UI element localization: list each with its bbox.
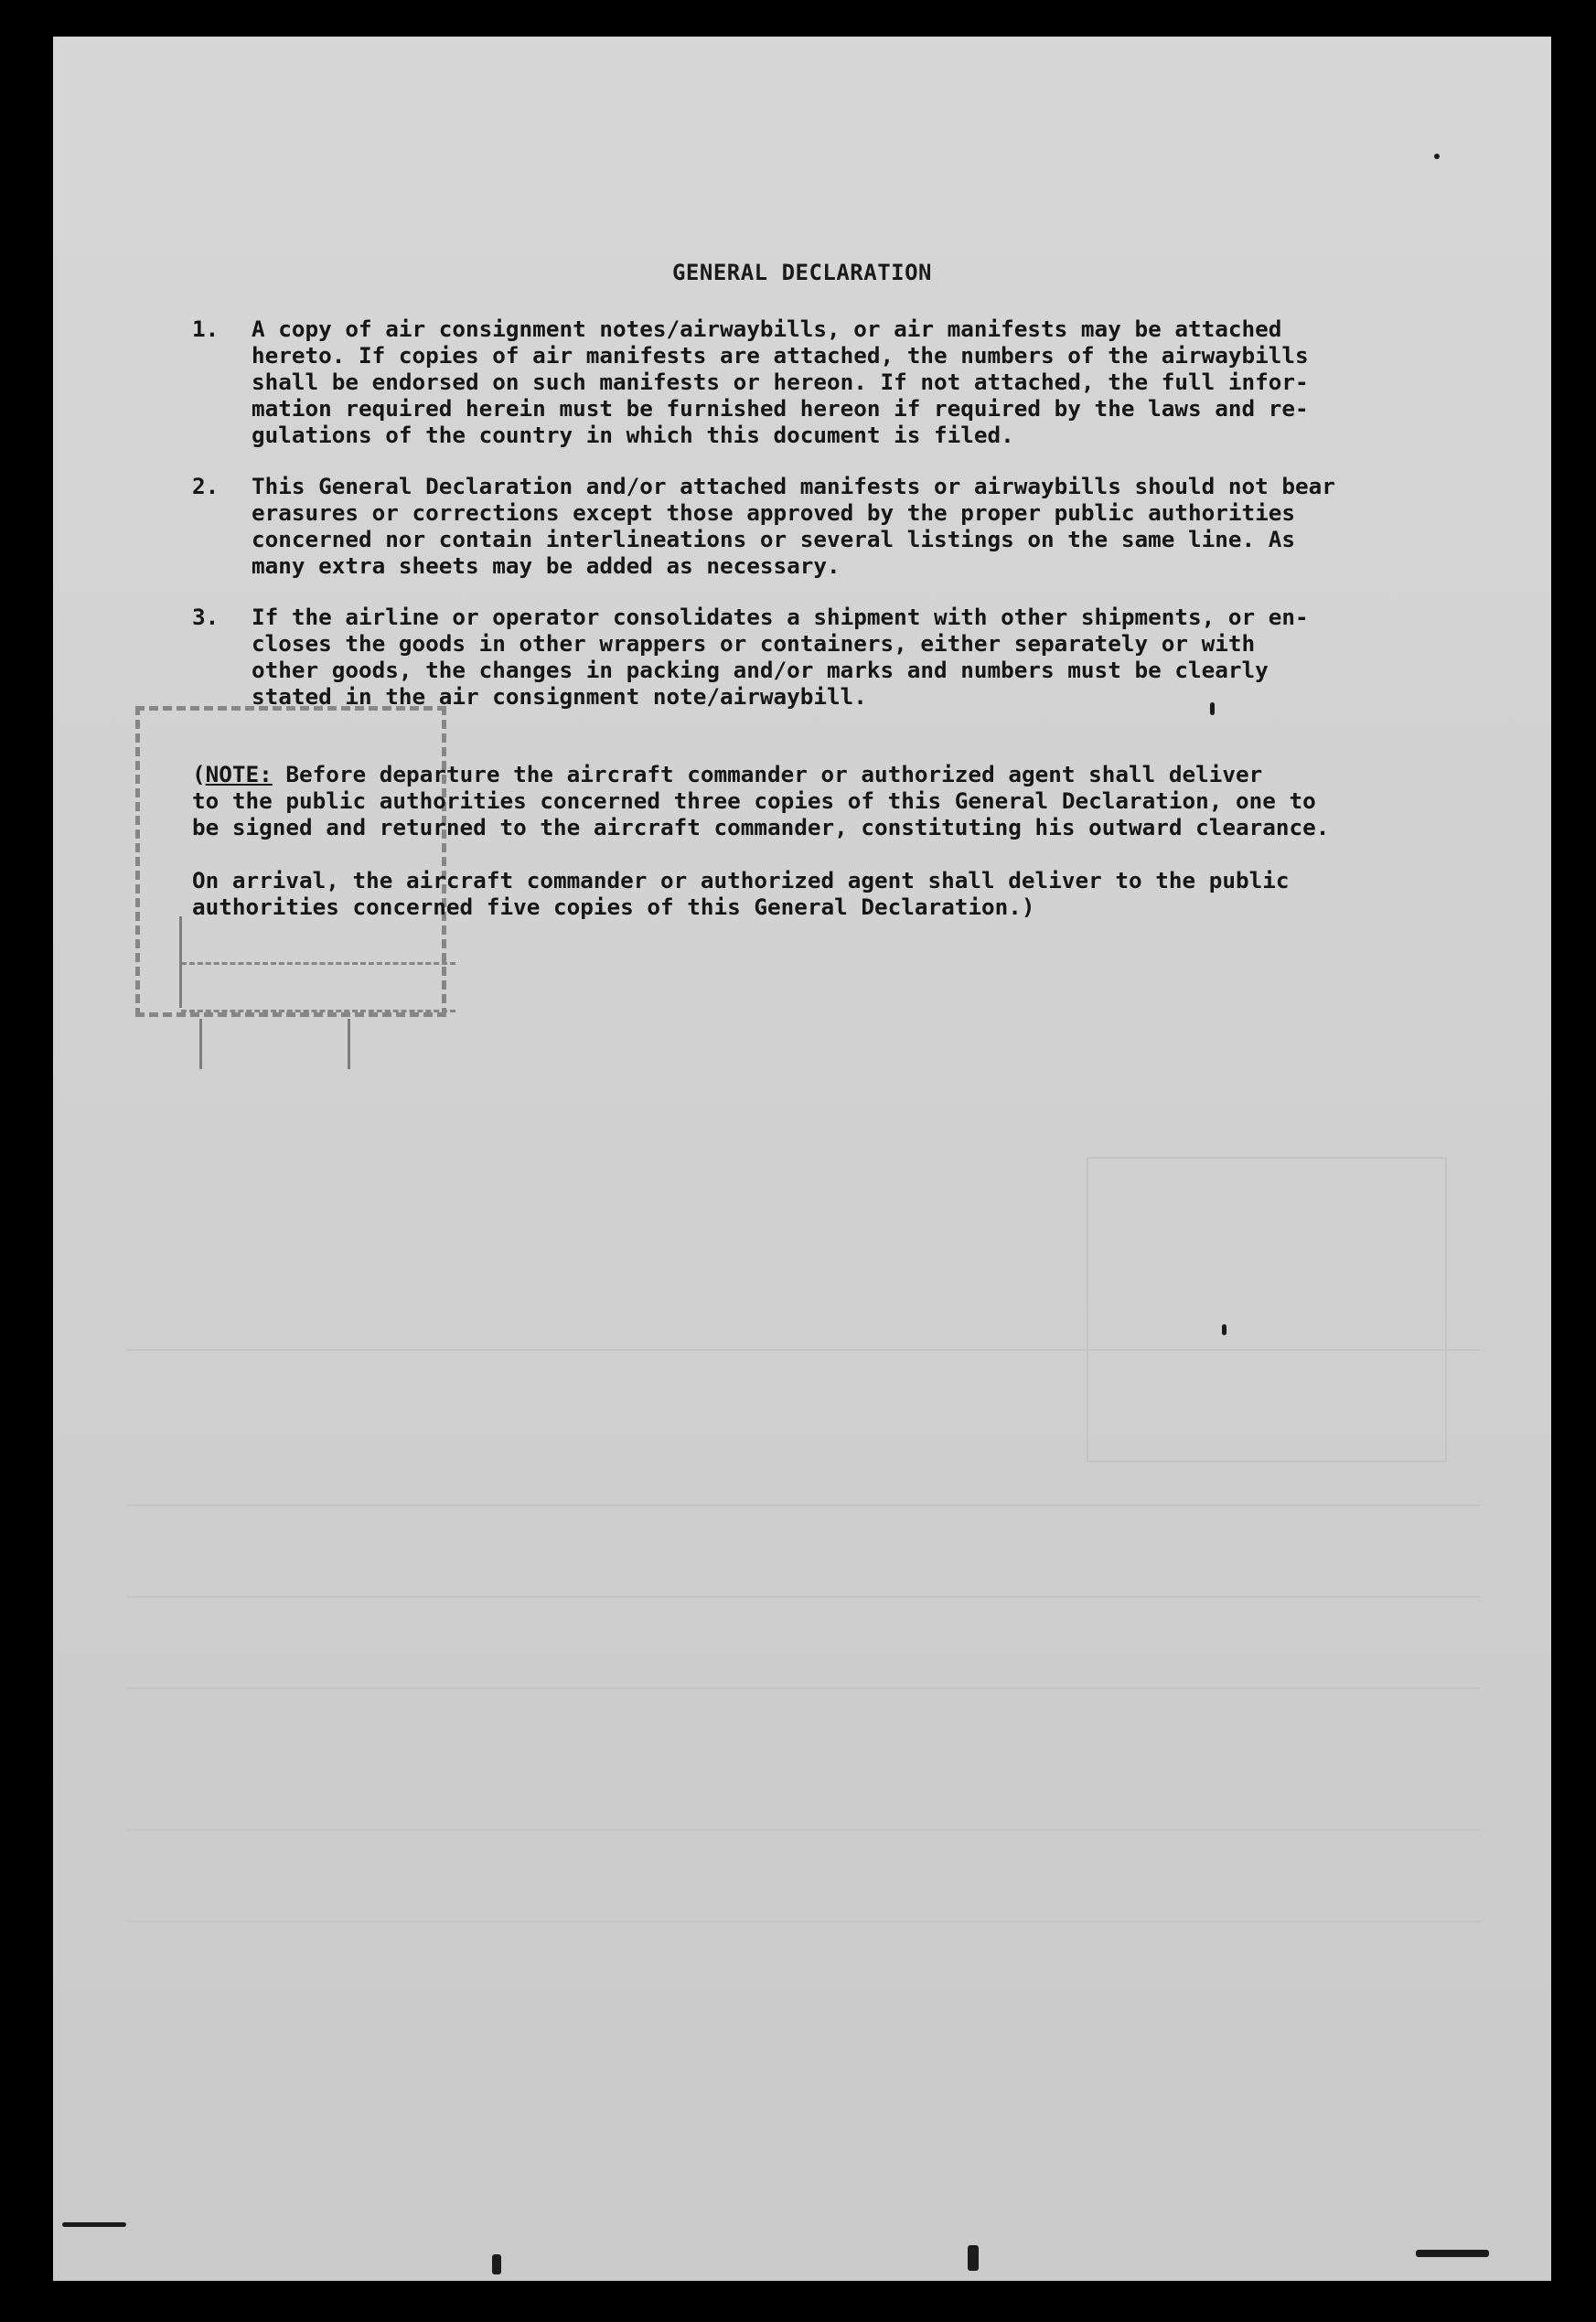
document-page (53, 37, 1551, 2281)
note-line: authorities concerned five copies of this General Declaration.) (192, 893, 1035, 920)
item-line: erasures or corrections except those approved by the proper public authorities (252, 499, 1295, 526)
scan-mark (62, 2222, 126, 2227)
item-line: shall be endorsed on such manifests or hereon. If not attached, the full infor- (252, 369, 1309, 395)
item-line: other goods, the changes in packing and/or marks and numbers must be clearly (252, 657, 1269, 683)
item-number: 3. (192, 604, 220, 630)
item-line: hereto. If copies of air manifests are attached, the numbers of the airwaybills (252, 342, 1309, 369)
declaration-note (192, 761, 1491, 840)
document-title: GENERAL DECLARATION (671, 260, 933, 285)
scan-mark (1416, 2250, 1489, 2257)
note-line (192, 761, 1491, 787)
note-line: be signed and returned to the aircraft commander, constituting his outward clearance. (192, 814, 1330, 840)
item-line: If the airline or operator consolidates a shipment with other shipments, or en- (252, 604, 1309, 630)
stamp-mark (348, 1019, 350, 1069)
declaration-note-arrival (192, 867, 1491, 920)
item-line: many extra sheets may be added as necessary. (252, 552, 841, 579)
note-text: Before departure the aircraft commander or authorized agent shall deliver (272, 761, 1263, 787)
stamp-mark (179, 916, 182, 1008)
bleed-through-rule (126, 1921, 1480, 1922)
item-line: mation required herein must be furnished hereon if required by the laws and re- (252, 395, 1309, 422)
bleed-through-rule (126, 1504, 1480, 1506)
declaration-item-1 (192, 316, 1473, 448)
scan-mark (968, 2245, 979, 2271)
bleed-through-rule (126, 1596, 1480, 1598)
note-open-paren: ( (192, 761, 206, 787)
item-line: closes the goods in other wrappers or containers, either separately or with (252, 630, 1256, 657)
item-line: concerned nor contain interlineations or several listings on the same line. As (252, 526, 1295, 552)
note-line: On arrival, the aircraft commander or authorized agent shall deliver to the public (192, 867, 1290, 893)
bleed-through-rule (126, 1687, 1480, 1689)
item-number: 1. (192, 316, 220, 342)
item-line: gulations of the country in which this document is filed. (252, 422, 1014, 448)
stamp-row (181, 962, 455, 1012)
scan-mark (492, 2254, 501, 2274)
stamp-row (181, 1010, 455, 1060)
note-line: to the public authorities concerned three copies of this General Declaration, one to (192, 787, 1316, 814)
item-number: 2. (192, 473, 220, 499)
stamp-mark (199, 1019, 202, 1069)
scan-mark (1222, 1324, 1226, 1335)
bleed-through-rule (126, 1349, 1480, 1351)
item-line: A copy of air consignment notes/airwaybills, or air manifests may be attached (252, 316, 1282, 342)
note-label: NOTE: (205, 761, 273, 787)
scan-mark (1434, 154, 1440, 159)
item-line: stated in the air consignment note/airwaybill. (252, 683, 867, 710)
bleed-through-rule (126, 1829, 1480, 1831)
item-line: This General Declaration and/or attached manifests or airwaybills should not bear (252, 473, 1335, 499)
bleed-through-box (1087, 1157, 1447, 1462)
declaration-item-3 (192, 604, 1473, 710)
declaration-item-2 (192, 473, 1473, 579)
